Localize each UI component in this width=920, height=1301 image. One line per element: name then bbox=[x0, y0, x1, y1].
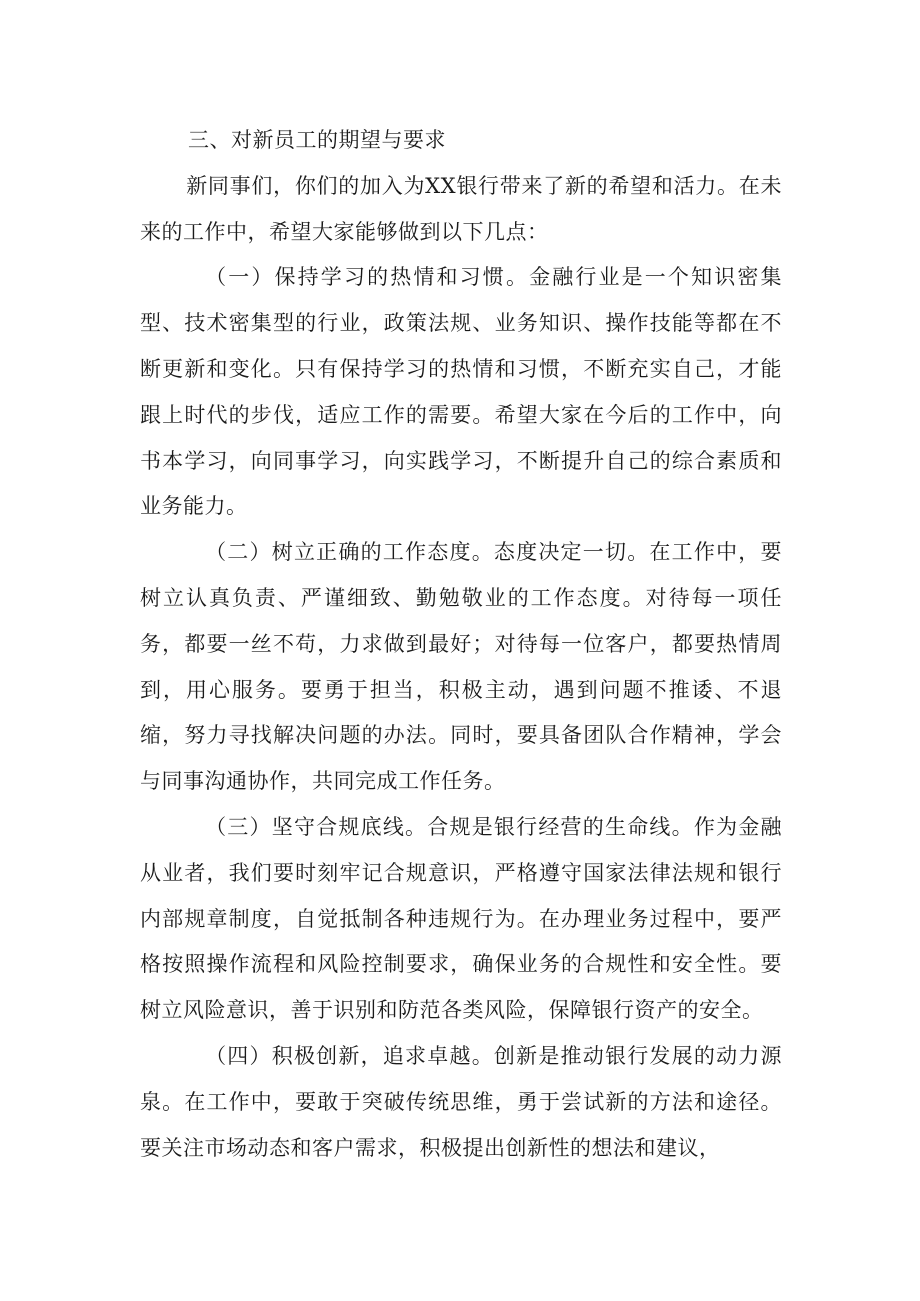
point-four-paragraph: （四）积极创新，追求卓越。创新是推动银行发展的动力源泉。在工作中，要敢于突破传统思维，勇于尝试新的方法和途径。要关注市场动态和客户需求，积极提出创新性的想法和建议， bbox=[140, 1043, 782, 1160]
point-two-paragraph: （二）树立正确的工作态度。态度决定一切。在工作中，要树立认真负责、严谨细致、勤勉敬业的工作态度。对待每一项任务，都要一丝不苟，力求做到最好；对待每一位客户，都要热情周到，用心服务。要勇于担当，积极主动，遇到问题不推诿、不退缩，努力寻找解决问题的办法。同时，要具备团队合作精神，学会与同事沟通协作，共同完成工作任务。 bbox=[140, 540, 782, 794]
point-three-paragraph: （三）坚守合规底线。合规是银行经营的生命线。作为金融从业者，我们要时刻牢记合规意识，严格遵守国家法律法规和银行内部规章制度，自觉抵制各种违规行为。在办理业务过程中，要严格按照操作流程和风险控制要求，确保业务的合规性和安全性。要树立风险意识，善于识别和防范各类风险，保障银行资产的安全。 bbox=[140, 814, 782, 1023]
intro-paragraph: 新同事们，你们的加入为XX银行带来了新的希望和活力。在未来的工作中，希望大家能够做到以下几点： bbox=[140, 173, 782, 244]
section-heading: 三、对新员工的期望与要求 bbox=[188, 128, 446, 152]
point-one-paragraph: （一）保持学习的热情和习惯。金融行业是一个知识密集型、技术密集型的行业，政策法规、业务知识、操作技能等都在不断更新和变化。只有保持学习的热情和习惯，不断充实自己，才能跟上时代的步伐，适应工作的需要。希望大家在今后的工作中，向书本学习，向同事学习，向实践学习，不断提升自己的综合素质和业务能力。 bbox=[140, 265, 782, 519]
document-body bbox=[140, 118, 782, 1171]
